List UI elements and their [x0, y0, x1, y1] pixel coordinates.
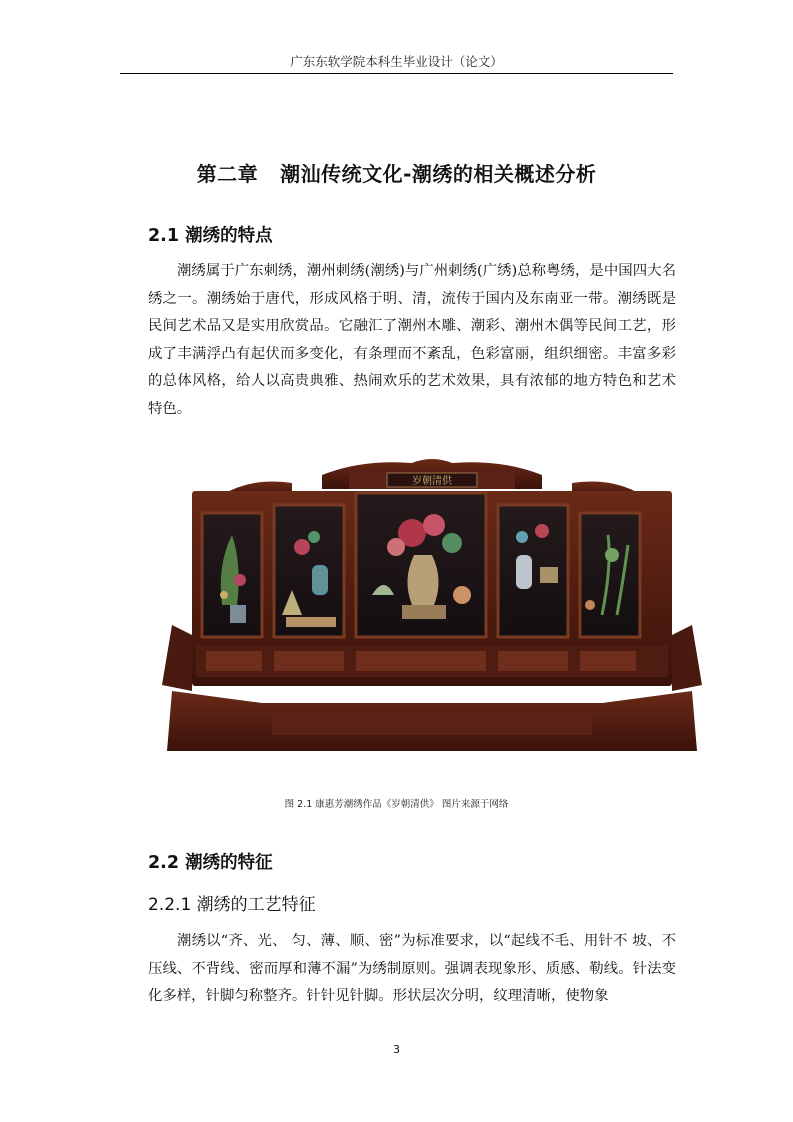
- plaque-text: 岁朝清供: [412, 476, 452, 487]
- figure-caption: 图 2.1 康惠芳潮绣作品《岁朝清供》 图片来源于网络: [284, 799, 509, 810]
- chapter-title: [0, 158, 793, 187]
- subsection-title-2-2-1: 2.2.1 潮绣的工艺特征: [148, 895, 316, 915]
- section-title-2-2: 2.2 潮绣的特征: [148, 853, 273, 873]
- chapter-number: 第二章: [196, 162, 259, 186]
- paragraph-2-1: 潮绣属于广东刺绣，潮州刺绣(潮绣)与广州刺绣(广绣)总称粤绣，是中国四大名绣之一。潮绣始于唐代，形成风格于明、清，流传于国内及东南亚一带。潮绣既是民间艺术品又是实用欣赏品。它融汇了潮州木雕、潮彩、潮州木偶等民间工艺，形成了丰满浮凸有起伏而多变化，有条理而不紊乱，色彩富丽，组织细密。丰富多彩的总体风格，给人以高贵典雅、热闹欢乐的艺术效果，具有浓郁的地方特色和艺术特色。: [148, 263, 676, 417]
- page-header: 广东东软学院本科生毕业设计（论文）: [290, 54, 503, 69]
- section-title-2-1: 2.1 潮绣的特点: [148, 226, 273, 246]
- header-rule: [120, 73, 673, 74]
- chapter-name: 潮汕传统文化-潮绣的相关概述分析: [280, 162, 597, 186]
- paragraph-2-2-1: 潮绣以“齐、光、 匀、薄、顺、密”为标准要求，以“起线不毛、用针不 坡、不压线、不背线、密而厚和薄不漏”为绣制原则。强调表现象形、质感、勒线。针法变化多样，针脚匀称整齐。针针见针脚。形状层次分明，纹理清晰，使物象: [148, 933, 676, 1004]
- carved-wooden-embroidered-screen: [162, 455, 702, 755]
- figure-embroidered-screen: [162, 455, 702, 755]
- page-number: 3: [393, 1043, 400, 1056]
